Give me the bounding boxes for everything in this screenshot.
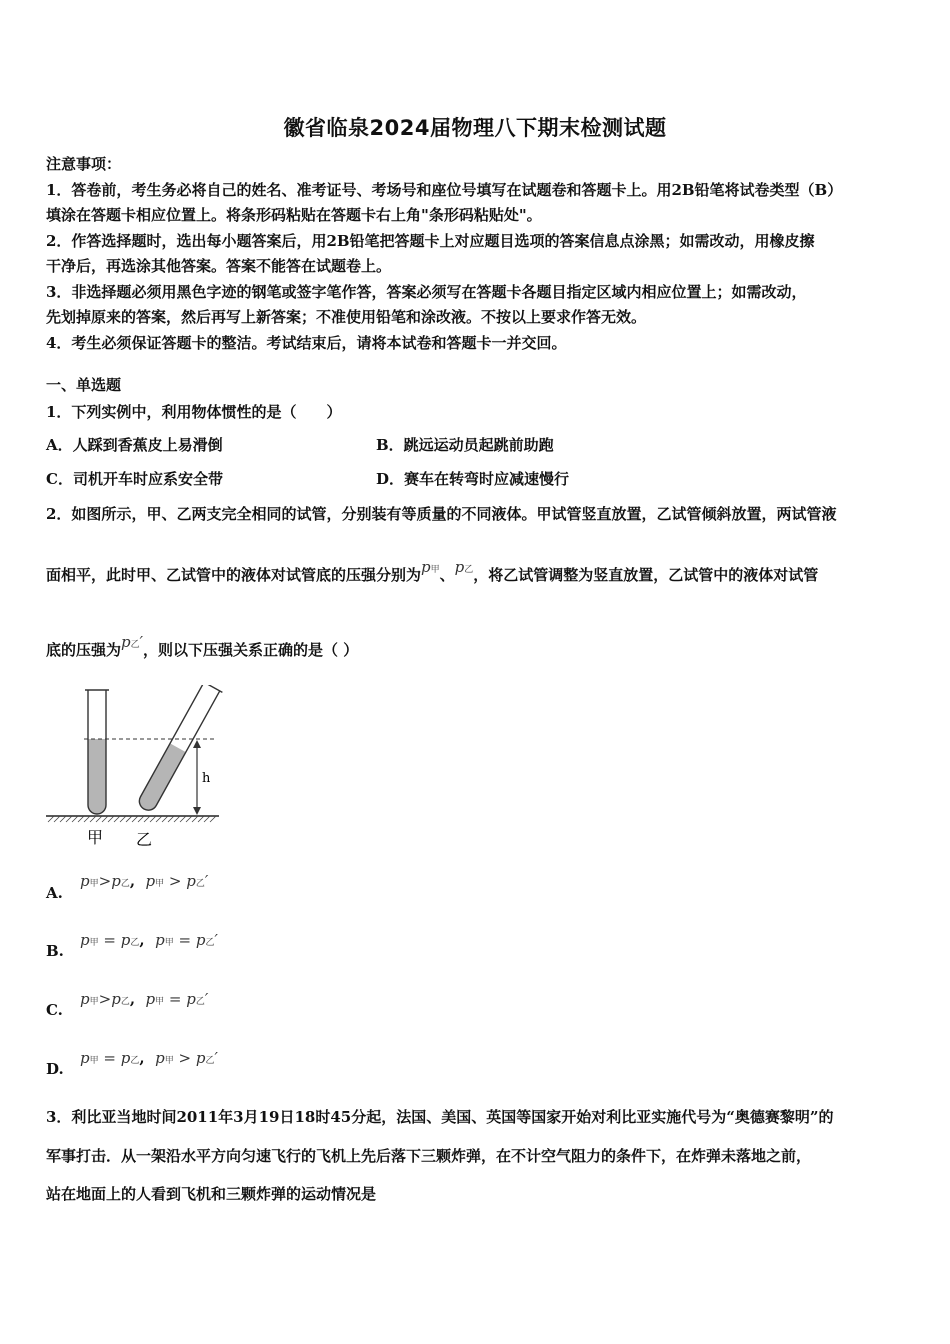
p-jia-symbol: p甲: [421, 558, 440, 576]
label-yi: 乙: [136, 830, 153, 849]
q3-line-3: 站在地面上的人看到飞机和三颗炸弹的运动情况是: [46, 1185, 377, 1203]
label-jia: 甲: [87, 828, 104, 847]
liquid-yi: [136, 743, 186, 813]
test-tube-figure: [44, 685, 224, 850]
q2-option-a-formula: p甲>p乙, p甲 > p乙′: [80, 872, 209, 890]
notice-line: 填涂在答题卡相应位置上。将条形码粘贴在答题卡右上角"条形码粘贴处"。: [46, 206, 542, 224]
liquid-jia: [88, 739, 106, 814]
q2-option-d: D.: [46, 1060, 64, 1078]
p-yi-prime-symbol: p乙′: [121, 633, 144, 651]
q2-option-b: B.: [46, 942, 64, 960]
ground-hatch: [48, 816, 216, 822]
q2-line-2-post: ，将乙试管调整为竖直放置，乙试管中的液体对试管: [473, 566, 819, 584]
q2-line-3: 底的压强为p乙′，则以下压强关系正确的是（ ）: [46, 633, 359, 659]
q1-option-b: B．跳远运动员起跳前助跑: [376, 436, 554, 454]
q2-option-a: A.: [46, 884, 63, 902]
test-tube-yi: [134, 685, 223, 815]
notice-heading: 注意事项：: [46, 155, 122, 173]
q1-option-a: A．人踩到香蕉皮上易滑倒: [46, 436, 223, 454]
q2-option-d-formula: p甲 = p乙, p甲 > p乙′: [80, 1049, 218, 1067]
notice-line: 干净后，再选涂其他答案。答案不能答在试题卷上。: [46, 257, 392, 275]
notice-line: 2．作答选择题时，选出每小题答案后，用2B铅笔把答题卡上对应题目选项的答案信息点涂黑；如需改动，用橡皮擦: [46, 231, 815, 250]
section-heading: 一、单选题: [46, 376, 122, 394]
q3-line-2: 军事打击．从一架沿水平方向匀速飞行的飞机上先后落下三颗炸弹，在不计空气阻力的条件下，在炸弹未落地之前，: [46, 1147, 812, 1165]
notice-line: 1．答卷前，考生务必将自己的姓名、准考证号、考场号和座位号填写在试题卷和答题卡上。用2B铅笔将试卷类型（B）: [46, 180, 843, 199]
q3-line-1: 3．利比亚当地时间2011年3月19日18时45分起，法国、美国、英国等国家开始对利比亚实施代号为“奥德赛黎明”的: [46, 1108, 834, 1126]
label-h: h: [202, 771, 211, 786]
notice-block: [46, 152, 908, 356]
page-title: 徽省临泉2024届物理八下期末检测试题: [283, 116, 667, 140]
notice-line: 3．非选择题必须用黑色字迹的钢笔或签字笔作答，答案必须写在答题卡各题目指定区域内相应位置上；如需改动，: [46, 282, 807, 301]
q2-line-2: 面相平，此时甲、乙试管中的液体对试管底的压强分别为p甲、p乙，将乙试管调整为竖直放置，乙试管中的液体对试管: [46, 558, 819, 584]
q2-line-2-pre: 面相平，此时甲、乙试管中的液体对试管底的压强分别为: [46, 566, 422, 584]
p-yi-symbol: p乙: [454, 558, 474, 576]
q2-option-b-formula: p甲 = p乙, p甲 = p乙′: [80, 931, 218, 949]
q2-option-c-formula: p甲>p乙, p甲 = p乙′: [80, 990, 209, 1008]
notice-line: 先划掉原来的答案，然后再写上新答案；不准使用铅笔和涂改液。不按以上要求作答无效。: [46, 308, 647, 326]
notice-line: 4．考生必须保证答题卡的整洁。考试结束后，请将本试卷和答题卡一并交回。: [46, 333, 567, 352]
q1-option-c: C．司机开车时应系安全带: [46, 470, 223, 488]
q2-option-c: C.: [46, 1001, 63, 1019]
q2-line-1: 2．如图所示，甲、乙两支完全相同的试管，分别装有等质量的不同液体。甲试管竖直放置，乙试管倾斜放置，两试管液: [46, 505, 837, 523]
q1-stem: 1．下列实例中，利用物体惯性的是（ ）: [46, 403, 342, 421]
q1-option-d: D．赛车在转弯时应减速慢行: [376, 470, 570, 488]
